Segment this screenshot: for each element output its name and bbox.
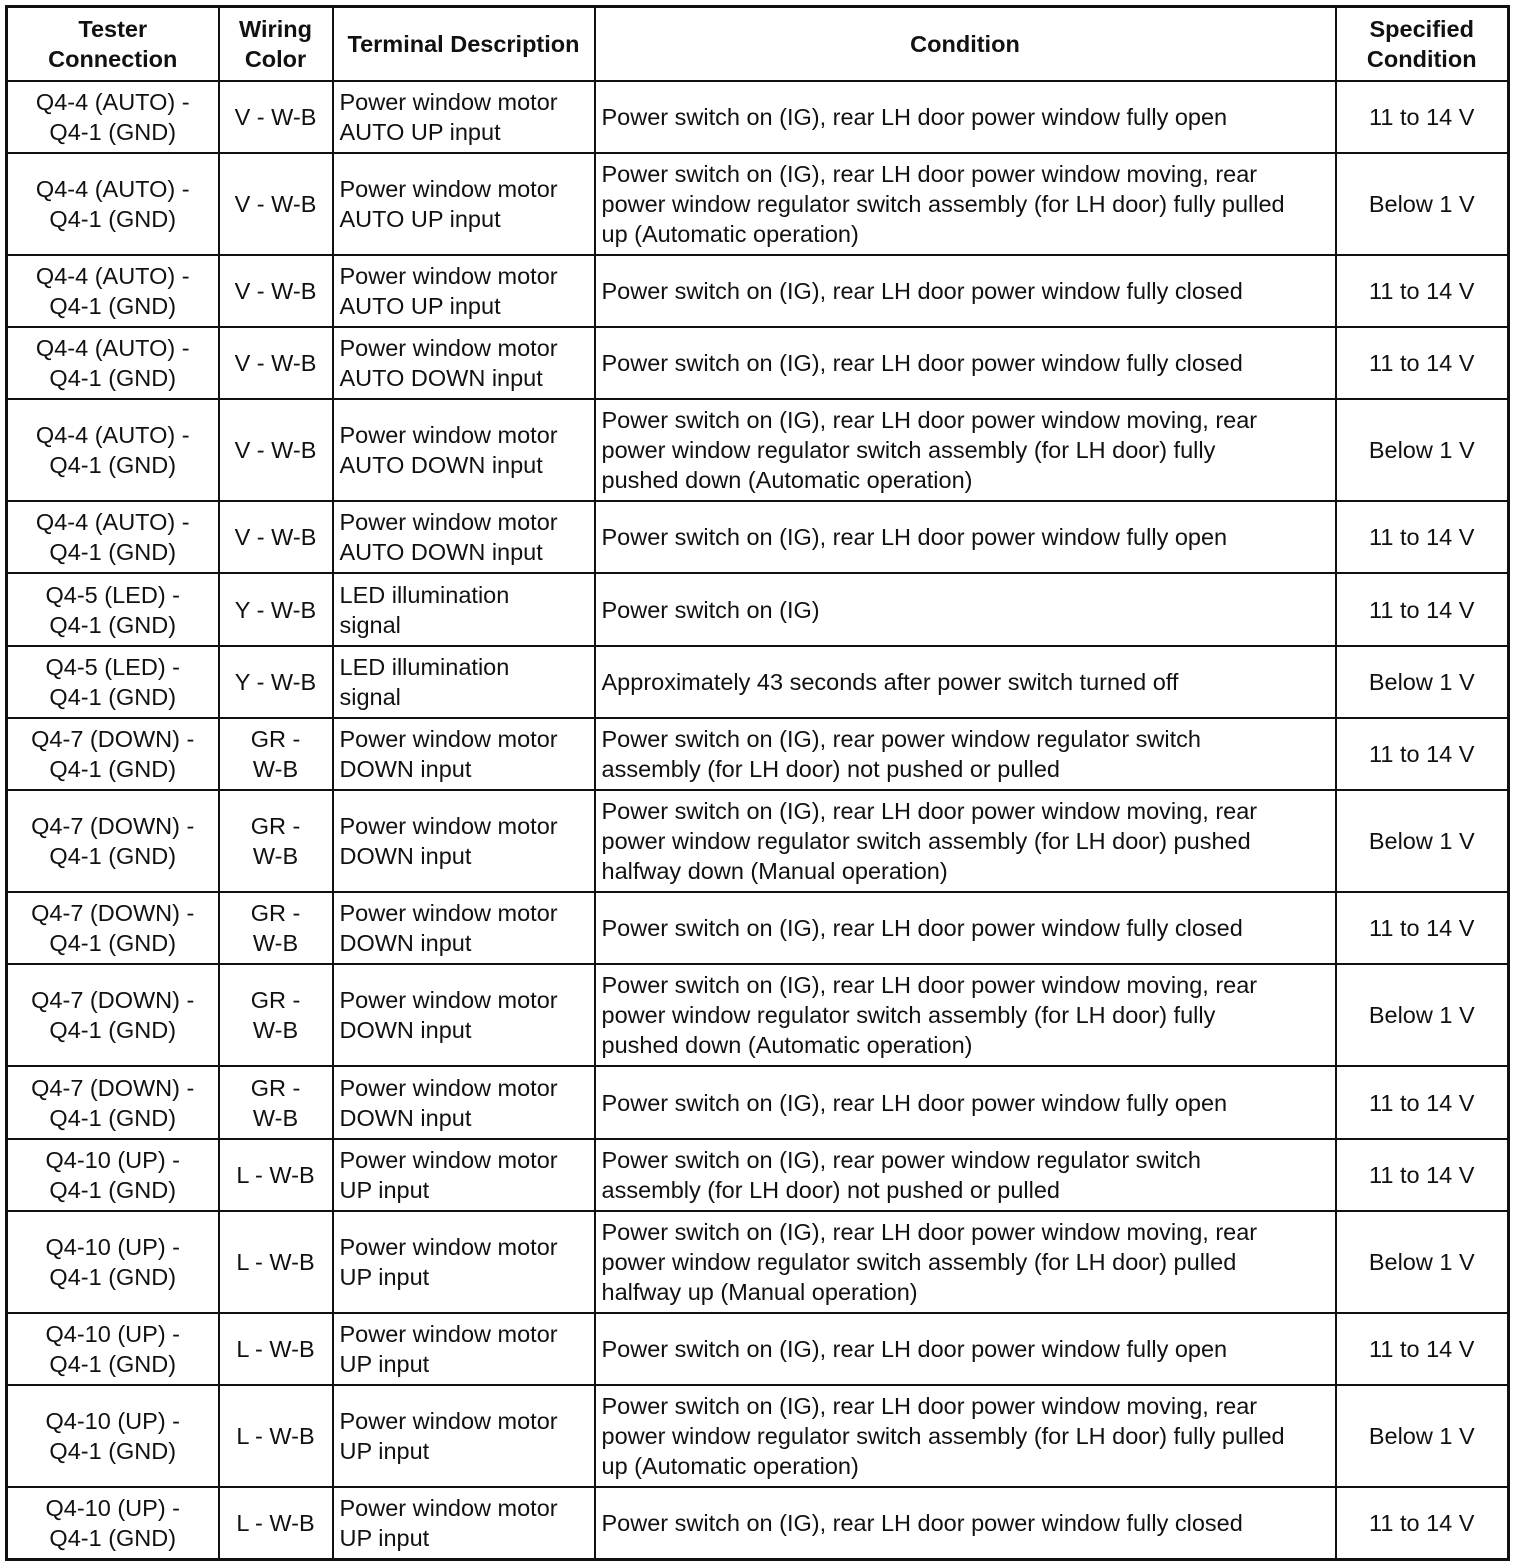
- cell-wiring-color: GR - W-B: [219, 964, 333, 1066]
- table-row: [7, 1313, 1509, 1385]
- cell-condition: Power switch on (IG), rear power window regulator switch assembly (for LH door) not pushed or pulled: [595, 1139, 1336, 1211]
- table-row: [7, 1139, 1509, 1211]
- cell-terminal-description: Power window motor AUTO DOWN input: [333, 399, 595, 501]
- cell-terminal-description: Power window motor DOWN input: [333, 892, 595, 964]
- cell-specified-condition: Below 1 V: [1336, 1385, 1509, 1487]
- cell-terminal-description: Power window motor UP input: [333, 1385, 595, 1487]
- cell-tester-connection: Q4-10 (UP) - Q4-1 (GND): [7, 1313, 219, 1385]
- cell-wiring-color: GR - W-B: [219, 718, 333, 790]
- cell-condition: Power switch on (IG), rear LH door power window fully open: [595, 81, 1336, 153]
- cell-condition: Power switch on (IG), rear LH door power window fully closed: [595, 1487, 1336, 1559]
- cell-condition: Power switch on (IG), rear LH door power window moving, rear power window regulator switch assembly (for LH door) fully pulled up (Automatic operation): [595, 153, 1336, 255]
- cell-specified-condition: Below 1 V: [1336, 1211, 1509, 1313]
- cell-specified-condition: 11 to 14 V: [1336, 81, 1509, 153]
- cell-tester-connection: Q4-7 (DOWN) - Q4-1 (GND): [7, 964, 219, 1066]
- header-terminal-description: Terminal Description: [333, 7, 595, 81]
- cell-terminal-description: Power window motor AUTO UP input: [333, 255, 595, 327]
- cell-terminal-description: Power window motor AUTO DOWN input: [333, 501, 595, 573]
- table-row: [7, 573, 1509, 645]
- cell-tester-connection: Q4-10 (UP) - Q4-1 (GND): [7, 1385, 219, 1487]
- cell-tester-connection: Q4-10 (UP) - Q4-1 (GND): [7, 1211, 219, 1313]
- cell-specified-condition: Below 1 V: [1336, 646, 1509, 718]
- cell-tester-connection: Q4-7 (DOWN) - Q4-1 (GND): [7, 790, 219, 892]
- table-row: [7, 964, 1509, 1066]
- cell-condition: Approximately 43 seconds after power switch turned off: [595, 646, 1336, 718]
- cell-terminal-description: Power window motor UP input: [333, 1211, 595, 1313]
- cell-terminal-description: Power window motor DOWN input: [333, 1066, 595, 1138]
- cell-wiring-color: L - W-B: [219, 1487, 333, 1559]
- cell-tester-connection: Q4-4 (AUTO) - Q4-1 (GND): [7, 255, 219, 327]
- table-row: [7, 718, 1509, 790]
- cell-terminal-description: LED illumination signal: [333, 573, 595, 645]
- cell-terminal-description: Power window motor AUTO DOWN input: [333, 327, 595, 399]
- cell-terminal-description: Power window motor UP input: [333, 1487, 595, 1559]
- cell-wiring-color: L - W-B: [219, 1139, 333, 1211]
- table-row: [7, 501, 1509, 573]
- header-wiring-color: Wiring Color: [219, 7, 333, 81]
- cell-condition: Power switch on (IG), rear power window regulator switch assembly (for LH door) not pushed or pulled: [595, 718, 1336, 790]
- cell-condition: Power switch on (IG), rear LH door power window fully closed: [595, 892, 1336, 964]
- cell-condition: Power switch on (IG), rear LH door power window fully open: [595, 501, 1336, 573]
- cell-condition: Power switch on (IG), rear LH door power window moving, rear power window regulator switch assembly (for LH door) fully pushed down (Automatic operation): [595, 964, 1336, 1066]
- table-row: [7, 1211, 1509, 1313]
- table-row: [7, 646, 1509, 718]
- cell-condition: Power switch on (IG), rear LH door power window moving, rear power window regulator switch assembly (for LH door) fully pushed down (Automatic operation): [595, 399, 1336, 501]
- cell-tester-connection: Q4-10 (UP) - Q4-1 (GND): [7, 1139, 219, 1211]
- table-row: [7, 81, 1509, 153]
- table-row: [7, 255, 1509, 327]
- terminal-spec-table: [5, 5, 1510, 1561]
- header-row: [7, 7, 1509, 81]
- cell-terminal-description: Power window motor DOWN input: [333, 718, 595, 790]
- cell-specified-condition: 11 to 14 V: [1336, 1313, 1509, 1385]
- cell-specified-condition: Below 1 V: [1336, 964, 1509, 1066]
- cell-condition: Power switch on (IG), rear LH door power window fully closed: [595, 255, 1336, 327]
- table-row: [7, 327, 1509, 399]
- cell-condition: Power switch on (IG), rear LH door power window moving, rear power window regulator switch assembly (for LH door) pushed halfway down (Manual operation): [595, 790, 1336, 892]
- cell-wiring-color: V - W-B: [219, 399, 333, 501]
- cell-terminal-description: Power window motor UP input: [333, 1139, 595, 1211]
- cell-condition: Power switch on (IG), rear LH door power window moving, rear power window regulator switch assembly (for LH door) fully pulled up (Automatic operation): [595, 1385, 1336, 1487]
- cell-tester-connection: Q4-4 (AUTO) - Q4-1 (GND): [7, 81, 219, 153]
- cell-wiring-color: Y - W-B: [219, 646, 333, 718]
- cell-specified-condition: 11 to 14 V: [1336, 327, 1509, 399]
- cell-specified-condition: Below 1 V: [1336, 790, 1509, 892]
- cell-specified-condition: Below 1 V: [1336, 153, 1509, 255]
- table-row: [7, 1066, 1509, 1138]
- table-row: [7, 892, 1509, 964]
- cell-specified-condition: 11 to 14 V: [1336, 892, 1509, 964]
- cell-wiring-color: V - W-B: [219, 81, 333, 153]
- cell-tester-connection: Q4-4 (AUTO) - Q4-1 (GND): [7, 153, 219, 255]
- cell-tester-connection: Q4-10 (UP) - Q4-1 (GND): [7, 1487, 219, 1559]
- cell-terminal-description: LED illumination signal: [333, 646, 595, 718]
- cell-condition: Power switch on (IG), rear LH door power window fully open: [595, 1066, 1336, 1138]
- table-row: [7, 399, 1509, 501]
- cell-specified-condition: 11 to 14 V: [1336, 1066, 1509, 1138]
- cell-wiring-color: V - W-B: [219, 255, 333, 327]
- cell-wiring-color: L - W-B: [219, 1313, 333, 1385]
- cell-terminal-description: Power window motor UP input: [333, 1313, 595, 1385]
- cell-terminal-description: Power window motor AUTO UP input: [333, 81, 595, 153]
- table-row: [7, 790, 1509, 892]
- table-row: [7, 1487, 1509, 1559]
- cell-wiring-color: V - W-B: [219, 327, 333, 399]
- table-body: [7, 81, 1509, 1560]
- cell-wiring-color: L - W-B: [219, 1385, 333, 1487]
- cell-wiring-color: GR - W-B: [219, 790, 333, 892]
- header-specified-condition: Specified Condition: [1336, 7, 1509, 81]
- cell-tester-connection: Q4-4 (AUTO) - Q4-1 (GND): [7, 327, 219, 399]
- cell-condition: Power switch on (IG), rear LH door power window fully closed: [595, 327, 1336, 399]
- cell-wiring-color: GR - W-B: [219, 1066, 333, 1138]
- cell-specified-condition: 11 to 14 V: [1336, 718, 1509, 790]
- cell-terminal-description: Power window motor AUTO UP input: [333, 153, 595, 255]
- cell-terminal-description: Power window motor DOWN input: [333, 790, 595, 892]
- cell-tester-connection: Q4-5 (LED) - Q4-1 (GND): [7, 573, 219, 645]
- cell-condition: Power switch on (IG): [595, 573, 1336, 645]
- cell-wiring-color: V - W-B: [219, 501, 333, 573]
- cell-condition: Power switch on (IG), rear LH door power window moving, rear power window regulator switch assembly (for LH door) pulled halfway up (Manual operation): [595, 1211, 1336, 1313]
- cell-specified-condition: 11 to 14 V: [1336, 501, 1509, 573]
- table-row: [7, 153, 1509, 255]
- header-tester-connection: Tester Connection: [7, 7, 219, 81]
- cell-terminal-description: Power window motor DOWN input: [333, 964, 595, 1066]
- cell-tester-connection: Q4-7 (DOWN) - Q4-1 (GND): [7, 892, 219, 964]
- header-condition: Condition: [595, 7, 1336, 81]
- cell-specified-condition: Below 1 V: [1336, 399, 1509, 501]
- cell-tester-connection: Q4-5 (LED) - Q4-1 (GND): [7, 646, 219, 718]
- cell-wiring-color: GR - W-B: [219, 892, 333, 964]
- cell-tester-connection: Q4-7 (DOWN) - Q4-1 (GND): [7, 1066, 219, 1138]
- cell-specified-condition: 11 to 14 V: [1336, 1139, 1509, 1211]
- table-row: [7, 1385, 1509, 1487]
- cell-specified-condition: 11 to 14 V: [1336, 255, 1509, 327]
- cell-wiring-color: V - W-B: [219, 153, 333, 255]
- cell-wiring-color: L - W-B: [219, 1211, 333, 1313]
- cell-specified-condition: 11 to 14 V: [1336, 1487, 1509, 1559]
- cell-tester-connection: Q4-4 (AUTO) - Q4-1 (GND): [7, 399, 219, 501]
- cell-specified-condition: 11 to 14 V: [1336, 573, 1509, 645]
- cell-tester-connection: Q4-4 (AUTO) - Q4-1 (GND): [7, 501, 219, 573]
- cell-tester-connection: Q4-7 (DOWN) - Q4-1 (GND): [7, 718, 219, 790]
- cell-condition: Power switch on (IG), rear LH door power window fully open: [595, 1313, 1336, 1385]
- cell-wiring-color: Y - W-B: [219, 573, 333, 645]
- table-header: [7, 7, 1509, 81]
